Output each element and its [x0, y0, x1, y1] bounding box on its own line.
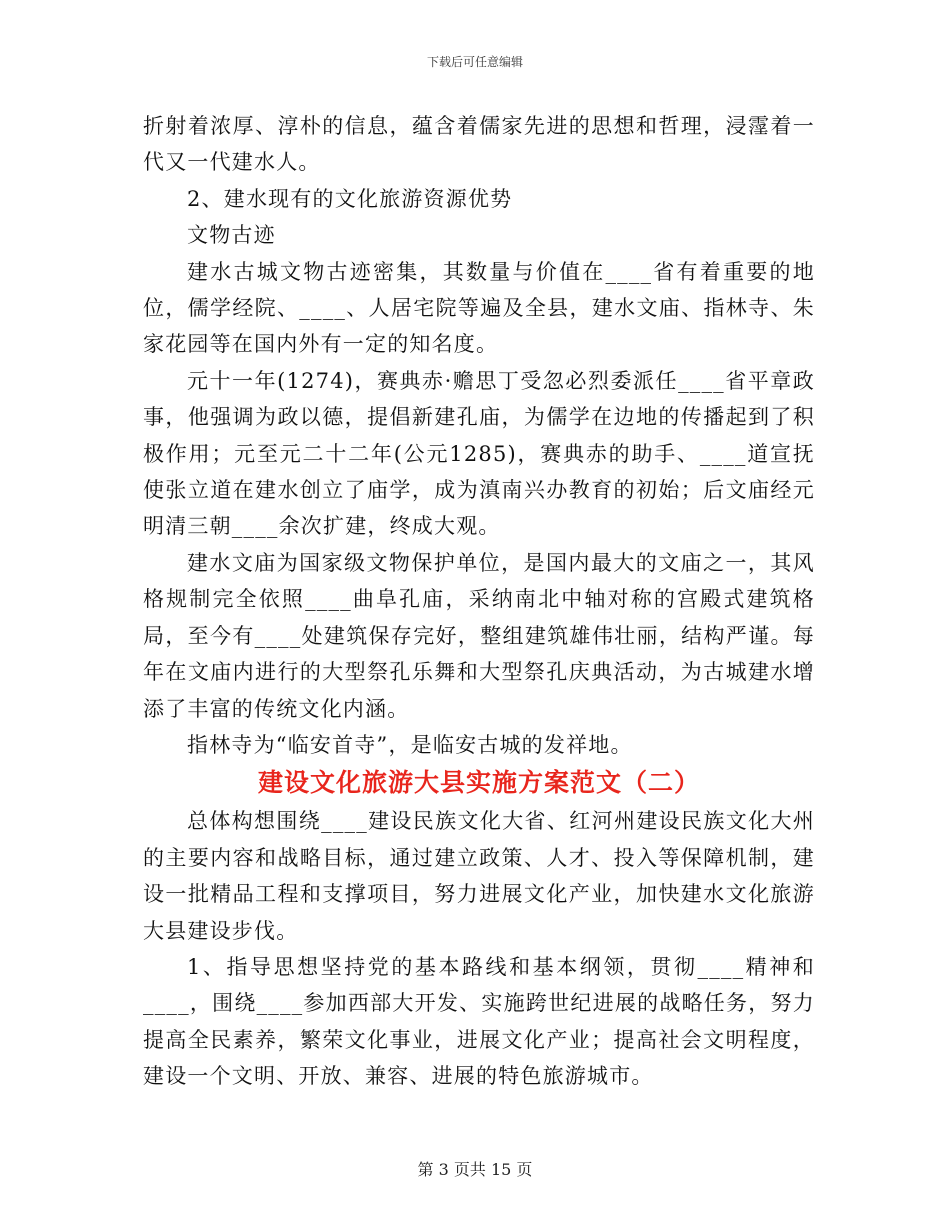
page-number: 第 3 页共 15 页 — [417, 1160, 533, 1179]
subsection-title: 文物古迹 — [187, 223, 276, 248]
paragraph-5: 元十一年(1274)，赛典赤·赡思丁受忽必烈委派任____省平章政事，他强调为政以德，提倡新建孔庙，为儒学在边地的传播起到了积极作用；元至元二十二年(公元1285)，赛典赤的助手、____道宣抚使张立道在建水创立了庙学，成为滇南兴办教育的初始；后文庙经元明清三朝____余次扩建，终成大观。 — [143, 368, 815, 539]
paragraph-1: 折射着浓厚、淳朴的信息，蕴含着儒家先进的思想和哲理，浸霪着一代又一代建水人。 — [143, 114, 815, 175]
paragraph-4: 建水古城文物古迹密集，其数量与价值在____省有着重要的地位，儒学经院、____、人居宅院等遍及全县，建水文庙、指林寺、朱家花园等在国内外有一定的知名度。 — [143, 259, 815, 357]
paragraph-7: 指林寺为“临安首寺”，是临安古城的发祥地。 — [187, 732, 633, 757]
document-heading: 建设文化旅游大县实施方案范文（二） — [257, 768, 700, 798]
page-header: 下载后可任意编辑 — [426, 55, 523, 69]
paragraph-8: 总体构想围绕____建设民族文化大省、红河州建设民族文化大州的主要内容和战略目标，通过建立政策、人才、投入等保障机制，建设一批精品工程和支撑项目，努力进展文化产业，加快建水文化旅游大县建设步伐。 — [143, 809, 815, 943]
document-body — [143, 108, 815, 1095]
paragraph-6: 建水文庙为国家级文物保护单位，是国内最大的文庙之一，其风格规制完全依照____曲阜孔庙，采纳南北中轴对称的宫殿式建筑格局，至今有____处建筑保存完好，整组建筑雄伟壮丽，结构严谨。每年在文庙内进行的大型祭孔乐舞和大型祭孔庆典活动，为古城建水增添了丰富的传统文化内涵。 — [143, 550, 815, 721]
section-heading-2: 2、建水现有的文化旅游资源优势 — [187, 186, 513, 211]
paragraph-9: 1、指导思想坚持党的基本路线和基本纲领，贯彻____精神和____，围绕____参加西部大开发、实施跨世纪进展的战略任务，努力提高全民素养，繁荣文化事业，进展文化产业；提高社会文明程度，建设一个文明、开放、兼容、进展的特色旅游城市。 — [143, 954, 815, 1089]
